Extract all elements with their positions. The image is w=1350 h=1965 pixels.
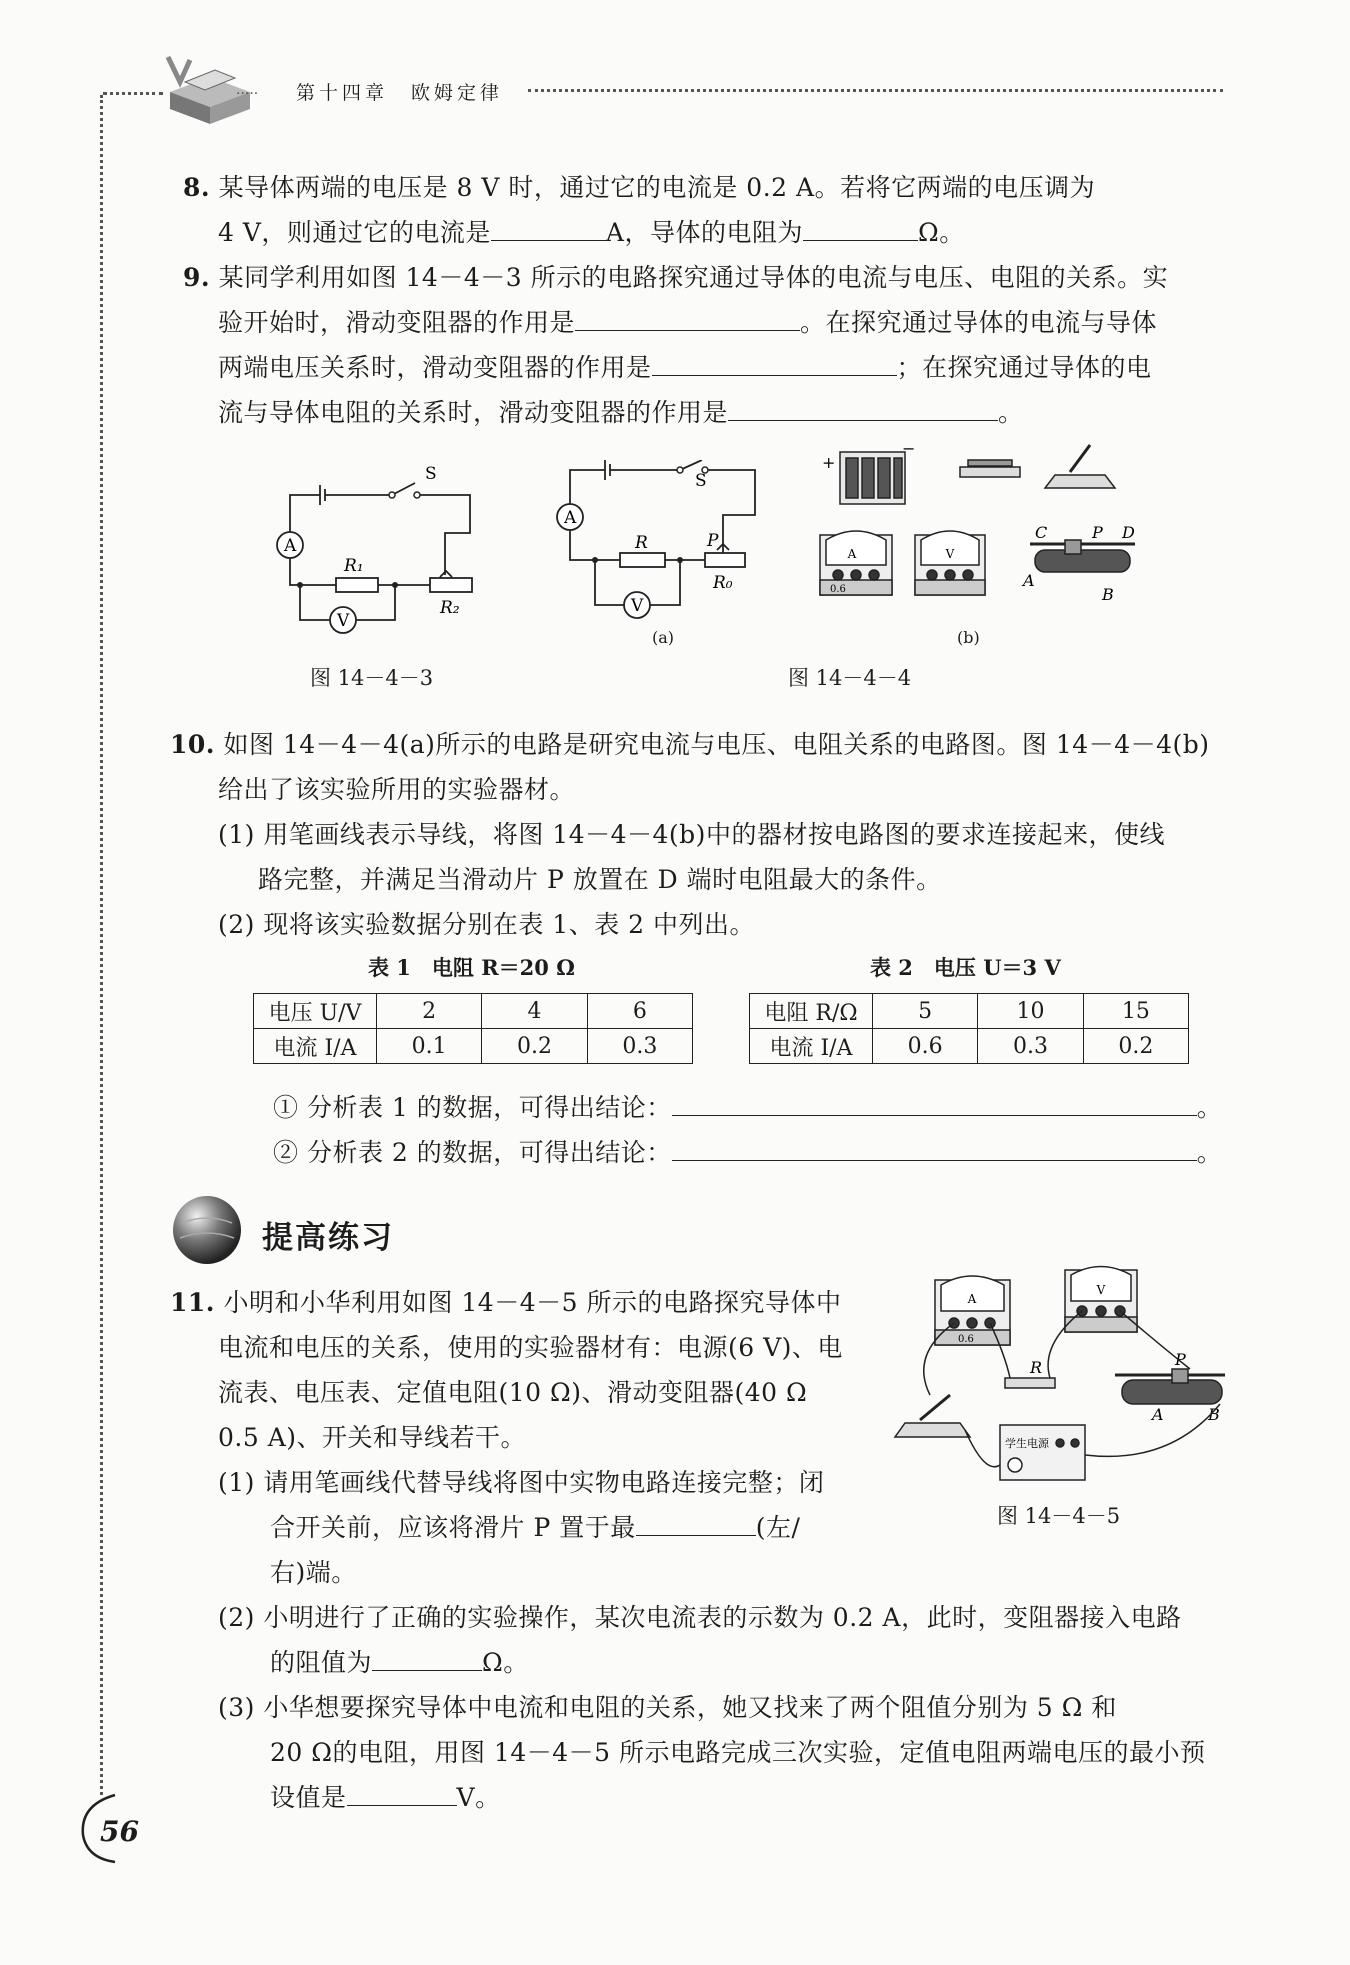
q10-c2-end: 。: [1196, 1138, 1223, 1167]
q11-s3-line1: (3) 小华想要探究导体中电流和电阻的关系，她又找来了两个阻值分别为 5 Ω 和: [218, 1693, 1117, 1722]
q11-s2-text2b: Ω。: [482, 1648, 529, 1677]
label-R-a: R: [635, 533, 648, 553]
svg-text:+: +: [822, 453, 836, 472]
label-C: C: [1035, 523, 1048, 542]
q10-line1: [170, 725, 1210, 761]
section-title: 提高练习: [262, 1220, 394, 1256]
table-cell: 0.3: [978, 1029, 1083, 1064]
q10-conclusion1: [273, 1088, 1222, 1124]
q8-text2c: Ω。: [917, 218, 965, 247]
q11-blank-end[interactable]: [636, 1513, 756, 1536]
table-cell: 4: [482, 994, 587, 1029]
table-cell: 0.2: [482, 1029, 587, 1064]
q8-number: 8.: [183, 173, 211, 202]
q8-blank-current[interactable]: [491, 218, 606, 241]
q11-s3-text3a: 设值是: [270, 1783, 347, 1812]
q11-s1-text2a: 合开关前，应该将滑片 P 置于最: [270, 1513, 636, 1542]
resistor-icon-2: [1005, 1378, 1055, 1388]
switch-icon: [1045, 445, 1115, 488]
q11-line1: [170, 1283, 841, 1319]
sphere-icon: [170, 1193, 245, 1268]
q8-line2: [218, 213, 965, 249]
label-P-fig5: P: [1175, 1350, 1186, 1369]
fig-14-4-4b-label: (b): [957, 628, 980, 647]
q9-blank-2[interactable]: [652, 353, 897, 376]
q9-text4a: 流与导体电阻的关系时，滑动变阻器的作用是: [218, 398, 729, 427]
power-supply-label: 学生电源: [1005, 1437, 1049, 1450]
table-cell: 电压 U/V: [254, 994, 377, 1029]
table-cell: 10: [978, 994, 1083, 1029]
q10-blank-conclusion1[interactable]: [672, 1093, 1197, 1116]
q11-s1-line3: 右)端。: [270, 1558, 357, 1587]
q8-blank-resistance[interactable]: [803, 218, 918, 241]
voltmeter-device-icon: [915, 531, 985, 595]
table-cell: 0.1: [377, 1029, 482, 1064]
switch-icon-2: [895, 1395, 970, 1437]
q11-number: 11.: [170, 1288, 215, 1317]
table-cell: 15: [1083, 994, 1188, 1029]
q10-sub2: (2) 现将该实验数据分别在表 1、表 2 中列出。: [218, 910, 756, 939]
table2-title: 表 2 电压 U＝3 V: [870, 955, 1061, 980]
label-ammeter: A: [284, 536, 297, 556]
label-R2: R₂: [440, 598, 460, 618]
label-S-a: S: [695, 471, 707, 491]
rheostat-icon-2: [1115, 1369, 1225, 1404]
fig-14-4-4a-label: (a): [652, 628, 675, 647]
q11-line2: 电流和电压的关系，使用的实验器材有：电源(6 V)、电: [218, 1333, 843, 1362]
q10-sub1-line1: (1) 用笔画线表示导线，将图 14－4－4(b)中的器材按电路图的要求连接起来，使线: [218, 820, 1165, 849]
resistor-icon: [960, 460, 1020, 477]
q9-text3a: 两端电压关系时，滑动变阻器的作用是: [218, 353, 652, 382]
voltmeter-V-letter: V: [945, 547, 955, 561]
header-lead-dots: ·····: [236, 86, 259, 102]
q8-line1: [183, 168, 1095, 204]
battery-pack-icon: [840, 452, 905, 504]
q10-number: 10.: [170, 730, 215, 759]
header-dots-right: [528, 89, 1223, 92]
equipment-figure-14-4-5: [890, 1265, 1235, 1490]
table-cell: 0.2: [1083, 1029, 1188, 1064]
q9-text4b: 。: [998, 398, 1024, 427]
table1-title: 表 1 电阻 R＝20 Ω: [368, 955, 575, 980]
q9-blank-1[interactable]: [575, 308, 800, 331]
table-cell: 6: [587, 994, 692, 1029]
q11-s2-line1: (2) 小明进行了正确的实验操作，某次电流表的示数为 0.2 A，此时，变阻器接入电路: [218, 1603, 1182, 1632]
table-cell: 5: [873, 994, 978, 1029]
label-voltmeter: V: [337, 611, 350, 631]
table-cell: 0.3: [587, 1029, 692, 1064]
q11-s2-line2: [270, 1643, 529, 1679]
q11-s1-line2: [270, 1508, 800, 1544]
q10-conclusion2: [273, 1133, 1222, 1169]
table-row: [750, 994, 1189, 1029]
q11-text1: 小明和小华利用如图 14－4－5 所示的电路探究导体中: [223, 1288, 842, 1317]
q10-c1-text: ① 分析表 1 的数据，可得出结论：: [273, 1093, 672, 1122]
q9-line4: [218, 393, 1024, 429]
table-row: [254, 994, 693, 1029]
power-supply-icon: [1000, 1425, 1085, 1480]
label-P-a: P: [707, 531, 719, 551]
voltmeter2-V-letter: V: [1096, 1283, 1106, 1297]
q11-line3: 流表、电压表、定值电阻(10 Ω)、滑动变阻器(40 Ω: [218, 1378, 808, 1407]
q10-blank-conclusion2[interactable]: [672, 1138, 1197, 1161]
label-ammeter-a: A: [564, 508, 577, 528]
page-number: 56: [100, 1815, 139, 1848]
q9-line2: [218, 303, 1157, 339]
q10-text1: 如图 14－4－4(a)所示的电路是研究电流与电压、电阻关系的电路图。图 14－4－4(b): [223, 730, 1210, 759]
table1: [253, 993, 693, 1064]
q10-sub1-line2: 路完整，并满足当滑动片 P 放置在 D 端时电阻最大的条件。: [258, 865, 942, 894]
label-R1: R₁: [344, 556, 364, 576]
q8-text: 某导体两端的电压是 8 V 时，通过它的电流是 0.2 A。若将它两端的电压调为: [218, 173, 1096, 202]
q11-line4: 0.5 A)、开关和导线若干。: [218, 1423, 527, 1452]
table-row: [254, 1029, 693, 1064]
q9-number: 9.: [183, 263, 211, 292]
label-R0-a: R₀: [713, 573, 733, 593]
circuit-diagram-14-4-4a: [545, 460, 765, 650]
table-cell: 0.6: [873, 1029, 978, 1064]
label-R-fig5: R: [1030, 1358, 1043, 1377]
ammeter2-scale-label: 0.6: [958, 1334, 974, 1345]
q9-line1: [183, 258, 1168, 294]
label-A-fig5: A: [1152, 1405, 1164, 1424]
label-B: B: [1102, 585, 1114, 604]
q10-c2-text: ② 分析表 2 的数据，可得出结论：: [273, 1138, 672, 1167]
table2: [749, 993, 1189, 1064]
q11-s2-text2a: 的阻值为: [270, 1648, 373, 1677]
table-cell: 电流 I/A: [254, 1029, 377, 1064]
fig-14-4-5-caption: 图 14－4－5: [997, 1504, 1121, 1528]
q8-text2b: A，导体的电阻为: [605, 218, 803, 247]
q11-s1-text2b: (左/: [755, 1513, 801, 1542]
table-cell: 电阻 R/Ω: [750, 994, 873, 1029]
q11-blank-voltage[interactable]: [347, 1783, 457, 1806]
rheostat-icon: [1030, 540, 1135, 572]
q11-s3-line3: [270, 1778, 501, 1814]
chapter-title: 第十四章 欧姆定律: [296, 82, 504, 104]
equipment-figure-14-4-4b: [810, 440, 1150, 620]
table-row: [750, 1029, 1189, 1064]
label-voltmeter-a: V: [631, 596, 644, 616]
q10-c1-end: 。: [1196, 1093, 1223, 1122]
q9-line3: [218, 348, 1152, 384]
circuit-diagram-14-4-3: [260, 465, 490, 655]
fig-14-4-3-caption: 图 14－4－3: [310, 666, 434, 690]
table-cell: 电流 I/A: [750, 1029, 873, 1064]
label-S: S: [425, 465, 437, 484]
q11-s3-text3b: V。: [456, 1783, 501, 1812]
q8-text2a: 4 V，则通过它的电流是: [218, 218, 491, 247]
header-dots-left: [103, 92, 163, 95]
svg-text:−: −: [902, 440, 916, 458]
table-cell: 2: [377, 994, 482, 1029]
q9-text2b: 。在探究通过导体的电流与导体: [800, 308, 1158, 337]
label-A-b: A: [1023, 571, 1035, 590]
label-P-b: P: [1092, 523, 1103, 542]
voltmeter-device-icon-2: [1065, 1267, 1137, 1333]
q9-text2a: 验开始时，滑动变阻器的作用是: [218, 308, 576, 337]
ammeter-scale-label: 0.6: [830, 584, 846, 595]
q10-line2: 给出了该实验所用的实验器材。: [218, 775, 576, 804]
margin-dots: [100, 95, 103, 1795]
label-D: D: [1122, 523, 1135, 542]
fig-14-4-4-caption: 图 14－4－4: [788, 666, 912, 690]
q11-s1-line1: (1) 请用笔画线代替导线将图中实物电路连接完整；闭: [218, 1468, 825, 1497]
label-B-fig5: B: [1208, 1405, 1220, 1424]
q11-s3-line2: 20 Ω的电阻，用图 14－4－5 所示电路完成三次实验，定值电阻两端电压的最小预: [270, 1738, 1206, 1767]
q9-text1: 某同学利用如图 14－4－3 所示的电路探究通过导体的电流与电压、电阻的关系。实: [218, 263, 1169, 292]
ammeter-A-letter: A: [847, 547, 857, 561]
q11-blank-resistance[interactable]: [372, 1648, 482, 1671]
q9-text3b: ；在探究通过导体的电: [896, 353, 1152, 382]
ammeter2-A-letter: A: [967, 1292, 977, 1306]
q9-blank-3[interactable]: [728, 398, 998, 421]
